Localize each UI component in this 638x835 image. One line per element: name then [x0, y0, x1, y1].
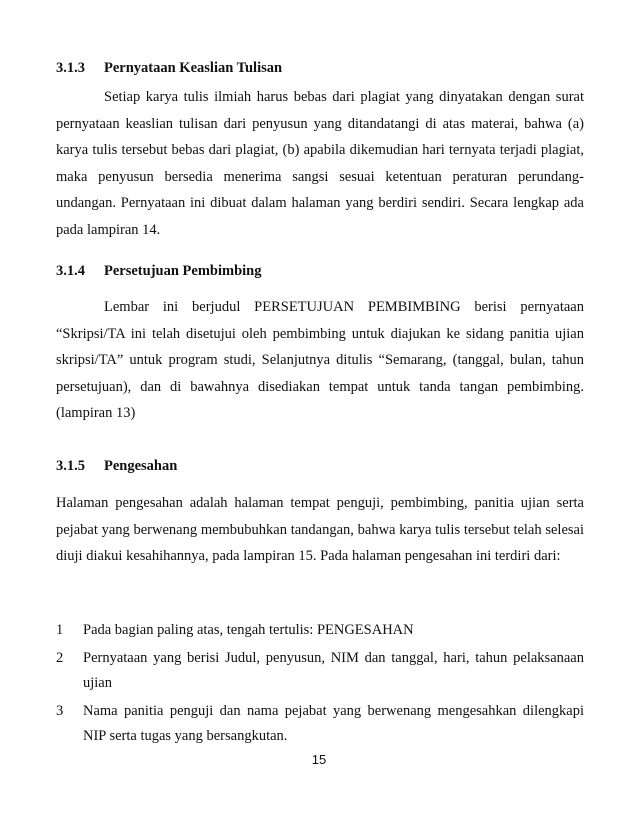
section-paragraph-3-1-3: Setiap karya tulis ilmiah harus bebas dari plagiat yang dinyatakan dengan surat pernyataan keaslian tulisan dari penyusun yang ditandatangi di atas materai, bahwa (a) karya tulis tersebut bebas dari plagiat, (b) apabila dikemudian hari ternyata terjadi plagiat, maka penyusun bersedia menerima sangsi sesuai ketentuan peraturan perundang-undangan. Pernyataan ini dibuat dalam halaman yang berdiri sendiri. Secara lengkap ada pada lampiran 14.: [56, 89, 584, 238]
section-title: Pengesahan: [104, 458, 178, 474]
list-item: [56, 646, 584, 697]
section-heading-3-1-4: [56, 263, 261, 280]
list-marker: 3: [56, 702, 64, 719]
list-marker: 1: [56, 622, 64, 638]
section-paragraph-3-1-4: Lembar ini berjudul PERSETUJUAN PEMBIMBING berisi pernyataan “Skripsi/TA ini telah disetujui oleh pembimbing untuk diajukan ke sidang panitia ujian skripsi/TA” untuk program studi, Selanjutnya ditulis “Semarang, (tanggal, bulan, tahun persetujuan), dan di bawahnya disediakan tempat untuk tanda tangan pembimbing. (lampiran 13): [56, 299, 584, 422]
list-item-text: Pernyataan yang berisi Judul, penyusun, NIM dan tanggal, hari, tahun pelaksanaan ujian: [83, 649, 584, 691]
list-item: [56, 699, 584, 750]
section-number: 3.1.4: [56, 263, 85, 279]
section-title: Pernyataan Keaslian Tulisan: [104, 60, 283, 76]
list-item-text: Pada bagian paling atas, tengah tertulis: PENGESAHAN: [83, 622, 414, 638]
list-item: [56, 618, 584, 644]
section-title: Persetujuan Pembimbing: [104, 263, 262, 279]
page-number: 15: [311, 752, 327, 767]
list-marker: 2: [56, 649, 64, 666]
section-paragraph-3-1-5: Halaman pengesahan adalah halaman tempat penguji, pembimbing, panitia ujian serta pejabat yang berwenang membubuhkan tandangan, bahwa karya tulis tersebut telah selesai diuji diakui kesahihannya, pada lampiran 15. Pada halaman pengesahan ini terdiri dari:: [56, 495, 584, 565]
section-heading-3-1-3: [56, 60, 282, 77]
numbered-list: [56, 618, 584, 752]
section-heading-3-1-5: [56, 458, 177, 475]
section-number: 3.1.5: [56, 458, 85, 474]
list-item-text: Nama panitia penguji dan nama pejabat yang berwenang mengesahkan dilengkapi NIP serta tugas yang bersangkutan.: [83, 702, 584, 744]
section-number: 3.1.3: [56, 60, 85, 76]
